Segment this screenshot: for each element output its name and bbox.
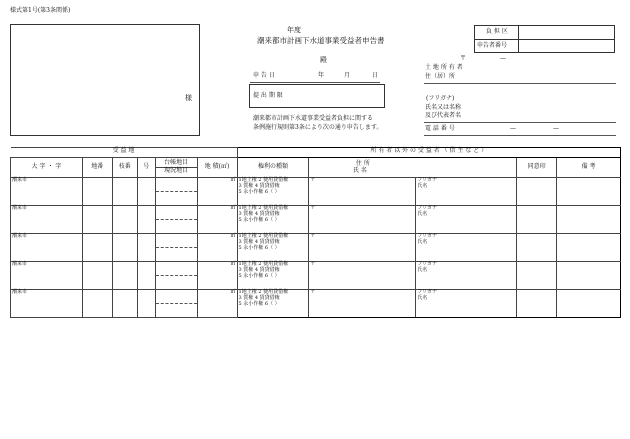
table-row <box>11 206 621 234</box>
right-type-cell[interactable] <box>237 206 309 234</box>
beneficiary-address-cell[interactable]: 〒 <box>309 178 416 206</box>
lot-cell[interactable] <box>82 290 112 318</box>
consent-seal-cell[interactable] <box>517 234 557 262</box>
right-type-line: 5 永小作権 6（ ） <box>238 244 280 251</box>
consent-seal-cell[interactable] <box>517 206 557 234</box>
postal-mark: 〒 <box>460 55 467 62</box>
beneficiary-address-cell[interactable]: 〒 <box>309 234 416 262</box>
land-category-cell[interactable] <box>155 178 197 206</box>
group-benefit-land: 受 益 地 <box>11 148 238 158</box>
lot-cell[interactable] <box>82 262 112 290</box>
applicant-number-field[interactable] <box>519 40 614 52</box>
fiscal-year: 年度 <box>287 26 301 34</box>
right-type-line: 5 永小作権 6（ ） <box>238 188 280 195</box>
intro-text-2: 条例施行規則第3条により次の通り申告します。 <box>253 124 383 131</box>
name-text: 氏名 <box>417 182 428 189</box>
right-type-line: 3 質権 4 賃貸借権 <box>238 182 280 189</box>
right-type-line: 5 永小作権 6（ ） <box>238 216 280 223</box>
right-type-cell[interactable] <box>237 290 309 318</box>
table-row <box>11 262 621 290</box>
col-land-category <box>155 158 197 178</box>
right-type-cell[interactable] <box>237 262 309 290</box>
lot-cell[interactable] <box>82 178 112 206</box>
lot-cell[interactable] <box>82 206 112 234</box>
addressee-suffix: 様 <box>185 94 192 102</box>
table-row <box>11 290 621 318</box>
furigana-text: フリガナ <box>417 205 438 211</box>
table-row <box>11 178 621 206</box>
consent-seal-cell[interactable] <box>517 178 557 206</box>
right-type-line: 1地上権 2 使用貸借権 <box>238 205 289 211</box>
number-cell[interactable] <box>137 262 155 290</box>
remarks-cell[interactable] <box>557 206 621 234</box>
form-title: 潮来都市計画下水道事業受益者申告書 <box>257 36 385 45</box>
acreage-cell[interactable]: ㎡ <box>197 262 237 290</box>
furigana-text: フリガナ <box>417 289 438 295</box>
land-category-cell[interactable] <box>155 206 197 234</box>
col-area-name: 大 字 ・ 字 <box>11 158 83 178</box>
branch-cell[interactable] <box>112 178 137 206</box>
area-name-cell[interactable]: 潮来市 <box>11 234 83 262</box>
phone-dash-2: — <box>553 125 559 132</box>
deadline-label: 提 出 期 限 <box>253 92 283 99</box>
date-month-label: 月 <box>344 72 351 79</box>
right-type-line: 5 永小作権 6（ ） <box>238 272 280 279</box>
branch-cell[interactable] <box>112 234 137 262</box>
applicant-number-label: 申告者番号 <box>477 42 508 49</box>
col-consent-seal: 同意印 <box>517 158 557 178</box>
land-category-cell[interactable] <box>155 290 197 318</box>
col-branch-number: 枝番 <box>112 158 137 178</box>
beneficiary-table <box>10 147 621 318</box>
name-text: 氏名 <box>417 266 428 273</box>
beneficiary-address-cell[interactable]: 〒 <box>309 206 416 234</box>
furigana-label: (フリガナ) <box>426 95 455 102</box>
number-cell[interactable] <box>137 290 155 318</box>
number-cell[interactable] <box>137 178 155 206</box>
owner-label: 土 地 所 有 者 <box>425 64 463 71</box>
number-cell[interactable] <box>137 206 155 234</box>
branch-cell[interactable] <box>112 290 137 318</box>
beneficiary-name-cell[interactable] <box>416 206 517 234</box>
remarks-cell[interactable] <box>557 262 621 290</box>
right-type-cell[interactable] <box>237 234 309 262</box>
burden-zone-label: 負 担 区 <box>486 28 508 35</box>
furigana-text: フリガナ <box>417 261 438 267</box>
name-text: 氏名 <box>417 238 428 245</box>
beneficiary-address-cell[interactable]: 〒 <box>309 262 416 290</box>
right-type-line: 3 質権 4 賃貸借権 <box>238 266 280 273</box>
consent-seal-cell[interactable] <box>517 290 557 318</box>
col-right-type: 権利の種類 <box>237 158 309 178</box>
consent-seal-cell[interactable] <box>517 262 557 290</box>
acreage-cell[interactable]: ㎡ <box>197 234 237 262</box>
number-cell[interactable] <box>137 234 155 262</box>
date-day-label: 日 <box>372 72 379 79</box>
furigana-text: フリガナ <box>417 233 438 239</box>
acreage-cell[interactable]: ㎡ <box>197 206 237 234</box>
name-text: 氏名 <box>417 294 428 301</box>
furigana-text: フリガナ <box>417 177 438 183</box>
right-type-line: 3 質権 4 賃貸借権 <box>238 238 280 245</box>
phone-dash-1: — <box>510 125 516 132</box>
beneficiary-name-cell[interactable] <box>416 262 517 290</box>
remarks-cell[interactable] <box>557 290 621 318</box>
land-category-cell[interactable] <box>155 234 197 262</box>
area-name-cell[interactable]: 潮来市 <box>11 206 83 234</box>
area-name-cell[interactable]: 潮来市 <box>11 178 83 206</box>
table-row <box>11 234 621 262</box>
representative-label: 及び代表者名 <box>425 112 462 119</box>
date-underline <box>250 82 380 83</box>
beneficiary-address-cell[interactable]: 〒 <box>309 290 416 318</box>
lot-cell[interactable] <box>82 234 112 262</box>
col-current-category: 現況地目 <box>164 167 189 174</box>
acreage-cell[interactable]: ㎡ <box>197 178 237 206</box>
right-type-line: 1地上権 2 使用貸借権 <box>238 177 289 183</box>
beneficiary-name-cell[interactable] <box>416 234 517 262</box>
postal-dash: — <box>500 55 506 62</box>
area-name-cell[interactable]: 潮来市 <box>11 290 83 318</box>
phone-underline <box>424 135 616 136</box>
right-type-line: 1地上権 2 使用貸借権 <box>238 233 289 239</box>
beneficiary-name-cell[interactable] <box>416 290 517 318</box>
col-address: 住 所 <box>355 159 370 167</box>
right-type-line: 1地上権 2 使用貸借権 <box>238 261 289 267</box>
address-underline <box>424 83 616 84</box>
beneficiary-name-cell[interactable] <box>416 178 517 206</box>
intro-text-1: 潮来都市計画下水道事業受益者負担に関する <box>253 115 374 122</box>
branch-cell[interactable] <box>112 262 137 290</box>
right-type-line: 1地上権 2 使用貸借権 <box>238 289 289 295</box>
col-address-name <box>309 158 517 178</box>
col-lot-number: 地番 <box>82 158 112 178</box>
burden-zone-field[interactable] <box>519 26 614 38</box>
phone-label: 電 話 番 号 <box>425 125 455 132</box>
col-name: 氏 名 <box>352 166 367 174</box>
name-label: 氏名又は名称 <box>425 104 462 111</box>
remarks-cell[interactable] <box>557 234 621 262</box>
date-label: 申 告 日 <box>253 72 275 79</box>
col-number: 号 <box>137 158 155 178</box>
date-year-label: 年 <box>318 72 325 79</box>
group-other-beneficiary: 所 有 者 以 外 の 受 益 者 （ 借 主 な ど ） <box>237 148 620 158</box>
name-text: 氏名 <box>417 210 428 217</box>
branch-cell[interactable] <box>112 206 137 234</box>
addressee-honorific: 殿 <box>320 56 327 64</box>
right-type-line: 3 質権 4 賃貸借権 <box>238 210 280 217</box>
remarks-cell[interactable] <box>557 178 621 206</box>
land-category-cell[interactable] <box>155 262 197 290</box>
area-name-cell[interactable]: 潮来市 <box>11 262 83 290</box>
right-type-line: 3 質権 4 賃貸借権 <box>238 294 280 301</box>
col-acreage: 地 積(㎡) <box>197 158 237 178</box>
right-type-cell[interactable] <box>237 178 309 206</box>
form-id: 様式第1号(第3条関係) <box>10 7 71 14</box>
right-type-line: 5 永小作権 6（ ） <box>238 300 280 307</box>
col-remarks: 備 考 <box>557 158 621 178</box>
acreage-cell[interactable]: ㎡ <box>197 290 237 318</box>
col-ledger-category: 台帳地目 <box>156 160 197 168</box>
name-underline <box>424 122 616 123</box>
address-label-box[interactable] <box>10 24 200 136</box>
owner-address-label: 住（居）所 <box>425 73 456 80</box>
